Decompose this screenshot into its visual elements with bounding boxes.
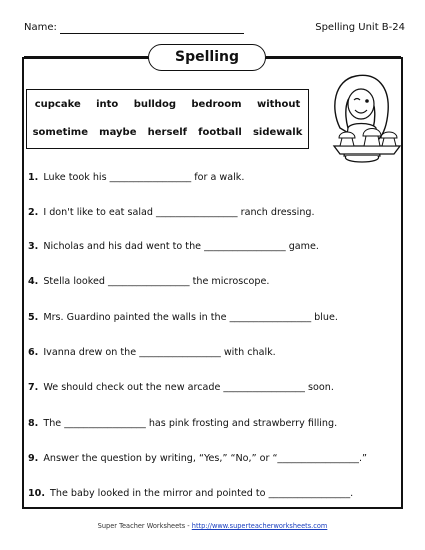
question-9 [28,453,367,464]
name-line [60,33,244,34]
question-number: 9. [28,453,39,464]
footer [0,522,425,530]
question-8 [28,418,337,429]
footer-link[interactable]: http://www.superteacherworksheets.com [191,522,328,530]
question-text: Mrs. Guardino painted the walls in the _________________ blue. [43,312,338,323]
unit-label: Spelling Unit B-24 [315,22,405,33]
name-label: Name: [24,22,57,33]
question-text: We should check out the new arcade _________________ soon. [43,382,334,393]
girl-with-cupcakes-illustration [320,68,410,168]
question-number: 7. [28,382,39,393]
question-text: Luke took his _________________ for a walk. [43,172,245,183]
question-number: 6. [28,347,39,358]
word-bank-item: bedroom [191,99,242,110]
question-3 [28,241,319,252]
word-bank-item: bulldog [133,99,177,110]
question-2 [28,207,315,218]
footer-text: Super Teacher Worksheets - [97,522,192,530]
question-number: 8. [28,418,39,429]
title-rule-right [266,56,401,57]
word-bank-item: maybe [99,127,137,138]
question-4 [28,276,269,287]
question-number: 1. [28,172,39,183]
question-text: Stella looked _________________ the microscope. [43,276,270,287]
page-title: Spelling [148,44,266,71]
question-1 [28,172,244,183]
title-rule-left [24,56,148,57]
question-5 [28,312,338,323]
question-number: 3. [28,241,39,252]
word-bank-item: cupcake [34,99,81,110]
word-bank-item: sidewalk [252,127,303,138]
question-7 [28,382,334,393]
question-number: 2. [28,207,39,218]
question-text: The baby looked in the mirror and pointed to _________________. [50,488,354,499]
word-bank-item: without [256,99,301,110]
question-text: Answer the question by writing, “Yes,” “No,” or “_________________.” [43,453,367,464]
word-bank-item: herself [147,127,188,138]
question-number: 5. [28,312,39,323]
question-number: 10. [28,488,45,499]
word-bank-item: into [96,99,119,110]
question-number: 4. [28,276,39,287]
word-bank [26,89,309,149]
word-bank-item: football [198,127,242,138]
question-6 [28,347,276,358]
question-text: Ivanna drew on the _________________ with chalk. [43,347,276,358]
question-text: Nicholas and his dad went to the _________________ game. [43,241,319,252]
word-bank-item: sometime [32,127,89,138]
question-10 [28,488,353,499]
question-text: I don't like to eat salad _________________ ranch dressing. [43,207,315,218]
question-text: The _________________ has pink frosting and strawberry filling. [43,418,338,429]
word-bank-row-2 [27,127,308,138]
word-bank-row-1 [27,99,308,110]
header [24,22,405,38]
